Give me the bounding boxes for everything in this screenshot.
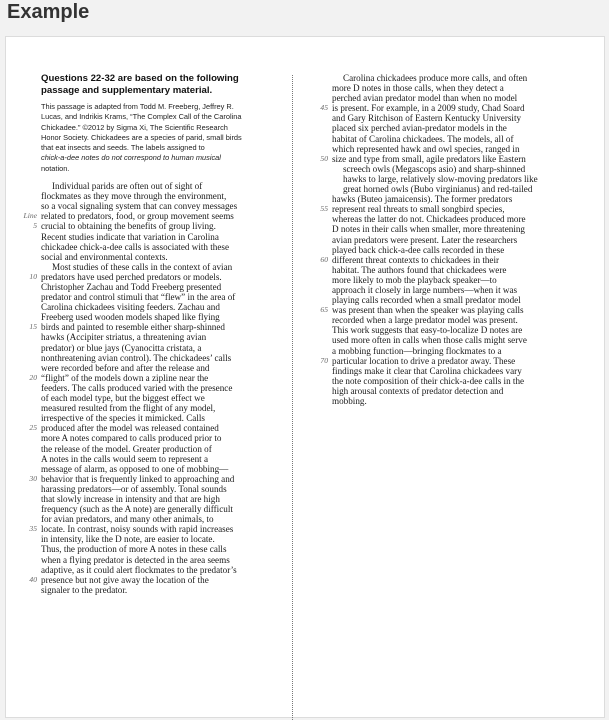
line-number: 5 [33, 221, 37, 231]
intro-line: Lucas, and Indrikis Krams, “The Complex Call of the Carolina [41, 112, 242, 122]
passage-line: Christopher Zachau and Todd Freeberg presented [41, 282, 222, 293]
intro-line: Chickadee.” ©2012 by Sigma Xi, The Scientific Research [41, 122, 228, 132]
passage-line: D notes in their calls when smaller, more threatening [332, 224, 525, 235]
passage-line: which represented hawk and owl species, ranged in [332, 143, 520, 154]
passage-line: used more often in calls when those calls might serve [332, 335, 527, 346]
passage-line [29, 322, 284, 333]
passage-line-text: is present. For example, in a 2009 study, Chad Soard [332, 103, 525, 114]
passage-line: hawks (Accipiter striatus, a threatening avian [41, 332, 207, 343]
passage-line: harassing predators—or of assembly. Tonal sounds [41, 483, 227, 494]
line-number: 45 [320, 103, 328, 113]
passage-line: habitat of Carolina chickadees. The models, all of [332, 133, 514, 144]
intro-line: chick-a-dee notes do not correspond to human musical [41, 153, 221, 163]
passage-line: Thus, the production of more A notes in these calls [41, 544, 227, 555]
questions-title-line: Questions 22-32 are based on the following [41, 73, 239, 84]
passage-line: Carolina chickadees produce more calls, and often [343, 73, 528, 83]
passage-line-text: represent real threats to small songbird species, [332, 204, 505, 215]
passage-line [320, 355, 562, 366]
passage-line: whereas the latter do not. Chickadees produced more [332, 214, 526, 225]
questions-title [41, 73, 284, 96]
passage-line: hawks (Buteo jamaicensis). The former predators [332, 194, 513, 205]
passage-line: measured resulted from the flight of any model, [41, 403, 216, 414]
line-number: 35 [29, 524, 37, 534]
line-marker: Line [23, 211, 37, 221]
passage-line: predator and control stimuli that “flew” in the area of [41, 292, 236, 303]
passage-line [29, 524, 284, 535]
line-number: 65 [320, 305, 328, 315]
passage-line: great horned owls (Bubo virginianus) and red-tailed [343, 184, 533, 195]
passage-line: perched avian predator model than when no model [332, 93, 518, 104]
passage-line: hawks to large, relatively slow-moving predators like [343, 173, 538, 184]
intro-line: Honor Society. Chickadees are a species of parid, small birds [41, 132, 242, 142]
passage-line: played back chick-a-dee calls recorded in these [332, 244, 505, 255]
passage-line: adaptive, as it could alert flockmates to the predator’s [41, 564, 237, 575]
passage-line: of each model type, but the biggest effect we [41, 393, 205, 404]
passage-line-text: was present than when the speaker was playing calls [332, 305, 524, 316]
left-column [23, 73, 284, 595]
passage-line-text: different threat contexts to chickadees in their [332, 254, 500, 265]
passage-line-text: size and type from small, agile predators like Eastern [332, 153, 526, 164]
column-divider [292, 75, 293, 720]
passage-line: predator) or blue jays (Cyanocitta cristata, a [41, 342, 202, 353]
passage-line: A notes in the calls would seem to represent a [41, 453, 208, 464]
passage-line-text: birds and painted to resemble either sharp-shinned [41, 322, 225, 333]
passage-line: message of alarm, as opposed to one of mobbing— [41, 463, 229, 474]
passage-line: Most studies of these calls in the context of avian [52, 261, 233, 272]
passage-line: frequency (such as the A note) are generally difficult [41, 504, 233, 515]
line-number: 20 [29, 372, 37, 382]
passage-line [320, 305, 562, 316]
passage-line [33, 221, 284, 232]
line-number: 60 [320, 254, 328, 264]
intro-line: that eat insects and seeds. The labels assigned to [41, 143, 205, 153]
passage-line: for avian predators, and many other animals, to [41, 514, 214, 525]
passage-line: a mobbing function—bringing flockmates to a [332, 345, 502, 356]
page-heading: Example [7, 1, 90, 23]
passage-line: This work suggests that easy-to-localize D notes are [332, 325, 523, 336]
passage-line: playing calls recorded when a small predator model [332, 295, 521, 306]
line-number: 25 [29, 423, 37, 433]
passage-line-text: behavior that is frequently linked to approaching and [41, 473, 235, 484]
passage-line: Freeberg used wooden models shaped like flying [41, 312, 220, 323]
passage-line-text: related to predators, food, or group movement seems [41, 211, 234, 222]
passage-line: more A notes compared to calls produced prior to [41, 433, 222, 444]
passage-line: Recent studies indicate that variation in Carolina [41, 231, 219, 242]
passage-line: flockmates as they move through the environment, [41, 191, 227, 202]
passage-line: findings make it clear that Carolina chickadees vary [332, 365, 522, 376]
passage-line: habitat. The authors found that chickadees were [332, 264, 507, 275]
passage-line: avian predators were present. Later the researchers [332, 234, 518, 245]
passage-line [23, 211, 284, 222]
passage-line: irrespective of the species it mimicked. Calls [41, 413, 205, 424]
passage-line: that slowly increase in intensity and that are high [41, 493, 220, 504]
passage-line: more D notes in those calls, when they detect a [332, 83, 504, 94]
passage-line: Carolina chickadees visiting feeders. Zachau and [41, 302, 220, 313]
passage-line-text: particular location to drive a predator away. These [332, 355, 516, 366]
passage-line [320, 103, 562, 114]
passage-intro [41, 102, 284, 174]
questions-title-line: passage and supplementary material. [41, 84, 213, 96]
passage-line: more likely to mob the playback speaker—to [332, 274, 497, 285]
passage-line: the note composition of their chick-a-dee calls in the [332, 375, 525, 386]
left-passage-body [23, 181, 284, 595]
passage-line: screech owls (Megascops asio) and sharp-shinned [343, 163, 526, 174]
passage-line [29, 271, 284, 282]
passage-line-text: crucial to obtaining the benefits of group living. [41, 221, 216, 232]
passage-line [320, 153, 562, 164]
line-number: 55 [320, 204, 328, 214]
passage-line [320, 254, 562, 265]
passage-line: Individual parids are often out of sight of [52, 181, 203, 192]
passage-line-text: predators have used perched predators or models. [41, 271, 222, 282]
line-number: 50 [320, 153, 328, 163]
passage-line [320, 204, 562, 215]
passage-page [5, 36, 605, 718]
passage-line-text: presence but not give away the location of the [41, 574, 209, 585]
passage-line: and Gary Ritchison of Eastern Kentucky University [332, 113, 522, 124]
passage-line: mobbing. [332, 396, 367, 406]
passage-line [29, 473, 284, 484]
line-number: 70 [320, 355, 328, 365]
passage-line [29, 423, 284, 434]
line-number: 10 [29, 271, 37, 281]
passage-line: placed six perched avian-predator models in the [332, 123, 507, 134]
passage-line: the release of the model. Greater production of [41, 443, 212, 454]
passage-line: approach it closely in large numbers—when it was [332, 284, 518, 295]
passage-line [29, 574, 284, 585]
passage-line-text: locate. In contrast, noisy sounds with rapid increases [41, 524, 234, 535]
intro-line: notation. [41, 163, 70, 173]
passage-line: recorded when a large predator model was present. [332, 315, 518, 326]
passage-line [29, 372, 284, 383]
right-column [320, 73, 562, 406]
passage-line-text: produced after the model was released contained [41, 423, 219, 434]
passage-line: nonthreatening avian control). The chickadees’ calls [41, 352, 232, 363]
passage-line: were recorded before and after the release and [41, 362, 210, 373]
passage-line: in intensity, like the D note, are easier to locate. [41, 534, 215, 545]
passage-line: feeders. The calls produced varied with the presence [41, 382, 233, 393]
line-number: 40 [29, 574, 37, 584]
passage-line: when a flying predator is detected in the area seems [41, 554, 230, 565]
intro-line: This passage is adapted from Todd M. Freeberg, Jeffrey R. [41, 102, 234, 111]
passage-line: chickadee chick-a-dee calls is associated with these [41, 241, 229, 252]
line-number: 30 [29, 473, 37, 483]
passage-line-text: “flight” of the models down a zipline near the [41, 372, 209, 383]
passage-line: high arousal contexts of predator detection and [332, 385, 504, 396]
line-number: 15 [29, 322, 37, 332]
passage-line: so a vocal signaling system that can convey messages [41, 201, 238, 212]
passage-line: social and environmental contexts. [41, 251, 168, 262]
passage-line: signaler to the predator. [41, 584, 128, 595]
